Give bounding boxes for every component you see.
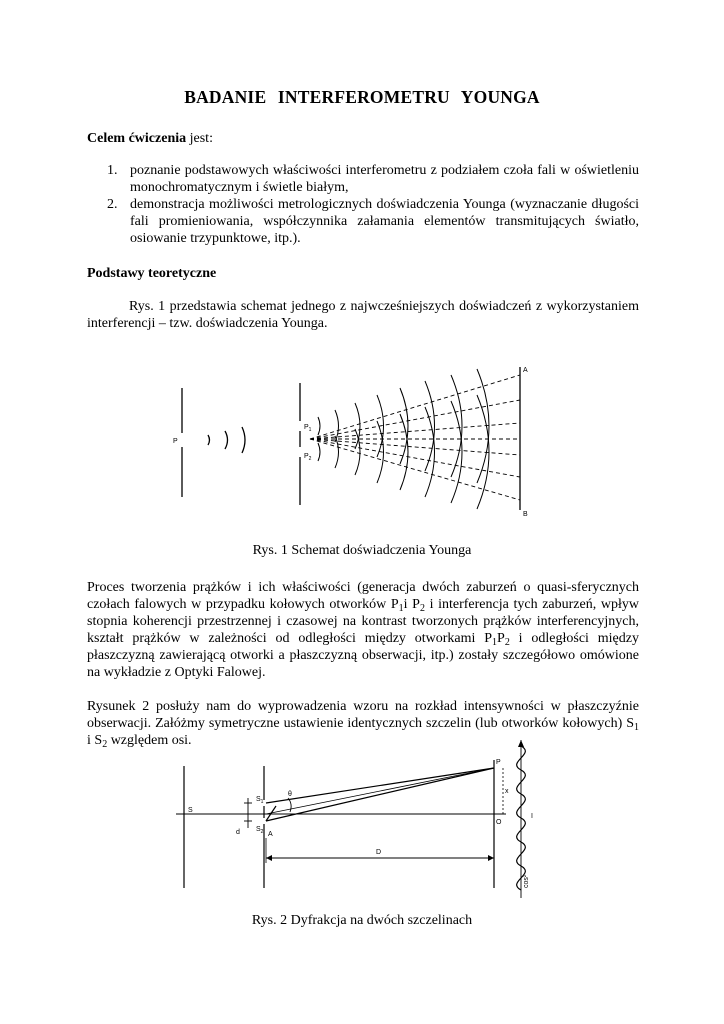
goal-bold: Celem ćwiczenia bbox=[87, 131, 187, 146]
paragraph-2: Proces tworzenia prążków i ich właściwości (generacja dwóch zaburzeń o quasi-sferycznych czołach falowych w przypadku kołowych otworków $P_1i$ $P_2$ i interferencja tych zaburzeń, wpływ stopnia koherencji przestrzennej i czasowej na kontrast tworzonych prążków interferencyjnych, kształt prążków w zależności od odległości między otworkami $P_1P_2$ i odległości między płaszczyzną zawierającą otworki a płaszczyzną obserwacji, itp.) zostały szczegółowo omówione na wykładzie z Optyki Falowej. bbox=[87, 580, 639, 680]
label-d: d bbox=[236, 829, 240, 836]
paragraph-1: Rys. 1 przedstawia schemat jednego z najwcześniejszych doświadczeń z wykorzystaniem interferencji – tzw. doświadczenia Younga. bbox=[87, 299, 639, 331]
goal-rest: jest: bbox=[186, 131, 213, 146]
label-p: P bbox=[173, 438, 178, 445]
list-text: poznanie podstawowych właściwości interferometru z podziałem czoła fali w oświetleniu monochromatycznym i świetle białym, bbox=[130, 163, 639, 195]
label-cos2: cos² bbox=[523, 874, 530, 888]
label-b: B bbox=[523, 511, 528, 518]
label-a: A bbox=[268, 831, 273, 838]
goal-list bbox=[107, 162, 639, 247]
figure-2-diagram bbox=[176, 738, 550, 900]
section-heading: Podstawy teoretyczne bbox=[87, 266, 217, 281]
label-o: O bbox=[496, 819, 502, 826]
figure-2-caption: Rys. 2 Dyfrakcja na dwóch szczelinach bbox=[251, 913, 473, 928]
label-D: D bbox=[376, 849, 382, 856]
paragraph-3: Rysunek 2 posłuży nam do wyprowadzenia wzoru na rozkład intensywności w płaszczyźnie obserwacji. Załóżmy symetryczne ustawienie identycznych szczelin (lub otworków kołowych) $S_1$ i $S_2$ względem osi. bbox=[87, 699, 639, 750]
label-x: x bbox=[505, 788, 509, 795]
page-title: BADANIE INTERFEROMETRU YOUNGA bbox=[184, 87, 540, 107]
label-p: P bbox=[496, 759, 501, 766]
label-p1: $P_1$ bbox=[304, 424, 312, 433]
figure-1-caption: Rys. 1 Schemat doświadczenia Younga bbox=[252, 543, 472, 558]
list-text: demonstracja możliwości metrologicznych doświadczenia Younga (wyznaczanie długości fali promieniowania, współczynnika załamania elementów transmitujących światło, osiowanie trzypunktowe, itp.). bbox=[130, 197, 639, 246]
label-a: A bbox=[523, 367, 528, 374]
label-theta: θ bbox=[288, 791, 292, 798]
figure-1-diagram bbox=[170, 355, 550, 530]
list-number: 1. bbox=[107, 163, 118, 178]
label-s2: $S_2$ bbox=[256, 826, 264, 835]
list-item bbox=[107, 162, 639, 196]
list-item bbox=[107, 196, 639, 247]
label-intensity: I bbox=[531, 813, 533, 820]
label-s1: $S_1$ bbox=[256, 796, 264, 805]
goal-intro bbox=[87, 130, 639, 147]
list-number: 2. bbox=[107, 197, 118, 212]
label-s: S bbox=[188, 807, 193, 814]
label-p2: $P_2$ bbox=[304, 453, 312, 462]
